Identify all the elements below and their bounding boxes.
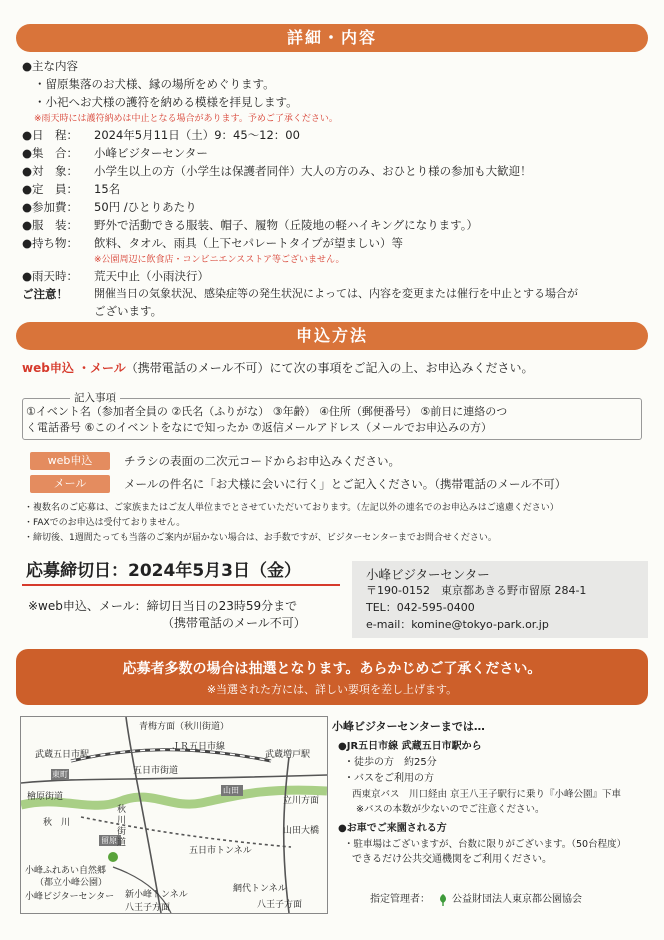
caution-text: 開催当日の気象状況、感染症等の発生状況によっては、内容を変更または催行を中止とする場合が [94,287,578,300]
directions-car: ●お車でご来園される方 [338,823,447,834]
apply-note: ・FAXでのお申込は受付ておりません。 [24,518,186,528]
map-label-new-tunnel: 新小峰トンネル [125,890,188,900]
entry-items-line: ①イベント名（参加者全員の ②氏名（ふりがな） ③年齢） ④住所（郵便番号） ⑤前日に連絡のつ [26,405,508,418]
deadline-note: ※web申込、メール：締切日当日の23時59分まで [28,599,298,613]
detail-row-fee: ●参加費： 50円 /ひとりあたり [22,200,197,214]
lottery-main: 応募者多数の場合は抽選となります。あらかじめご了承ください。 [122,661,542,677]
lottery-band [16,649,648,705]
map-label-akigawa-kaido: 秋川街道 [117,805,127,848]
lottery-sub: ※当選された方には、詳しい要項を差し上げます。 [206,683,458,696]
directions-parking-1: ・駐車場はございますが、台数に限りがございます。（50台程度） [344,839,627,850]
map-label-vc: 小峰ビジターセンター [25,892,115,902]
map-label-higashimachi: 東町 [52,770,68,779]
web-apply-text: チラシの表面の二次元コードからお申込みください。 [124,454,400,468]
vc-name: 小峰ビジターセンター [366,567,490,582]
map-label-hachioji-1: 八王子方面 [125,903,171,913]
map-label-hachioji-2: 八王子方面 [257,900,303,910]
detail-row-belongings: ●持ち物： 飲料、タオル、雨具（上下セパレートタイプが望ましい）等 [22,236,404,250]
park-association-logo-icon [438,894,448,906]
map-label-musashi-masuko: 武蔵増戸駅 [265,750,311,760]
entry-items-line: く電話番号 ⑥このイベントをなにで知ったか ⑦返信メールアドレス（メールでお申込みの方） [26,421,492,434]
directions-bus-route: 西東京バス 川口経由 京王八王子駅行に乗り『小峰公園』下車 [352,789,622,800]
deadline-note-2: （携帯電話のメール不可） [162,616,306,630]
main-item: ・留原集落のお犬様、縁の場所をめぐります。 [34,77,275,91]
vc-address: 〒190-0152 東京都あきる野市留原 284-1 [366,584,587,597]
map-label-itsukaichi-kaido: 五日市街道 [133,766,179,776]
deadline: 応募締切日：2024年5月3日（金） [26,561,301,581]
deadline-underline [22,584,340,586]
vc-tel: TEL：042-595-0400 [366,601,475,614]
detail-banner: 詳細・内容 [16,24,648,52]
main-content-label: ●主な内容 [22,59,79,73]
map-label-jr-line: ＪＲ五日市線 [171,742,226,752]
detail-row-capacity: ●定 員： 15名 [22,182,121,196]
detail-row-target: ●対 象： 小学生以上の方（小学生は保護者同伴）大人の方のみ、おひとり様の参加も大歓迎！ [22,164,532,178]
directions-bus-note: ※バスの本数が少ないのでご注意ください。 [356,804,545,815]
road-akigawa [126,717,161,913]
manager-label: 指定管理者： [370,894,430,905]
directions-walk: ・徒歩の方 約25分 [344,757,437,768]
map-label-tomehara: 留原 [101,836,117,845]
map-label-park-sub: （都立小峰公園） [35,878,108,888]
caution-label: ご注意！ [22,287,68,301]
access-map [20,716,328,914]
map-label-akigawa-river: 秋 川 [43,818,71,828]
river-shape [21,790,327,805]
detail-row-rain: ●雨天時： 荒天中止（小雨決行） [22,269,209,283]
map-label-hinohara-kaido: 檜原街道 [27,792,64,802]
web-apply-label: web申込 [30,452,110,470]
map-label-musashi-itsukaichi: 武蔵五日市駅 [35,750,90,760]
detail-row-meeting: ●集 合： 小峰ビジターセンター [22,146,208,160]
rain-note: ※雨天時には護符納めは中止となる場合があります。予めご了承ください。 [34,114,338,124]
apply-note: ・複数名のご応募は、ご家族またはご友人単位までとさせていただいております。（左記以外の連名でのお申込みはご遠慮ください） [24,503,559,513]
map-label-tategawa: 立川方面 [283,796,320,806]
caution-text-2: ございます。 [94,304,163,318]
directions-parking-2: できるだけ公共交通機関をご利用ください。 [352,854,552,865]
main-item: ・小祀へお犬様の護符を納める模様を拝見します。 [34,95,298,109]
entry-items-legend: 記入事項 [70,390,120,405]
manager-name: 公益財団法人東京都公園協会 [452,894,582,905]
visitor-center-box [352,561,648,638]
map-label-amiyo: 網代トンネル [233,884,287,894]
vc-email[interactable]: e-mail：komine@tokyo-park.or.jp [366,618,549,631]
apply-note: ・締切後、1週間たっても当落のご案内が届かない場合は、お手数ですが、ビジターセンターまでお問合せください。 [24,533,497,543]
map-label-tunnel: 五日市トンネル [189,846,252,856]
shop-note: ※公園周辺に飲食店・コンビニエンスストア等ございません。 [94,255,345,265]
mail-apply-text: メールの件名に「お犬様に会いに行く」とご記入ください。（携帯電話のメール不可） [124,477,567,491]
directions-title: 小峰ビジターセンターまでは… [332,720,485,733]
detail-row-date: ●日 程： 2024年5月11日（土）9：45～12：00 [22,128,300,142]
apply-banner: 申込方法 [16,322,648,350]
directions-bus: ・バスをご利用の方 [344,773,434,784]
directions-jr: ●JR五日市線 武蔵五日市駅から [338,741,482,752]
map-label-park-name: 小峰ふれあい自然郷 [25,866,107,876]
map-label-oume: 青梅方面（秋川街道） [139,722,230,732]
park-marker [108,852,118,862]
map-label-yamada-bridge: 山田大橋 [283,826,320,836]
apply-intro: web申込 ・メール（携帯電話のメール不可）にて次の事項をご記入の上、お申込みください。 [22,361,534,375]
map-label-yamada: 山田 [223,786,239,795]
detail-row-clothing: ●服 装： 野外で活動できる服装、帽子、履物（丘陵地の軽ハイキングになります。） [22,218,478,232]
mail-apply-label: メール [30,475,110,493]
